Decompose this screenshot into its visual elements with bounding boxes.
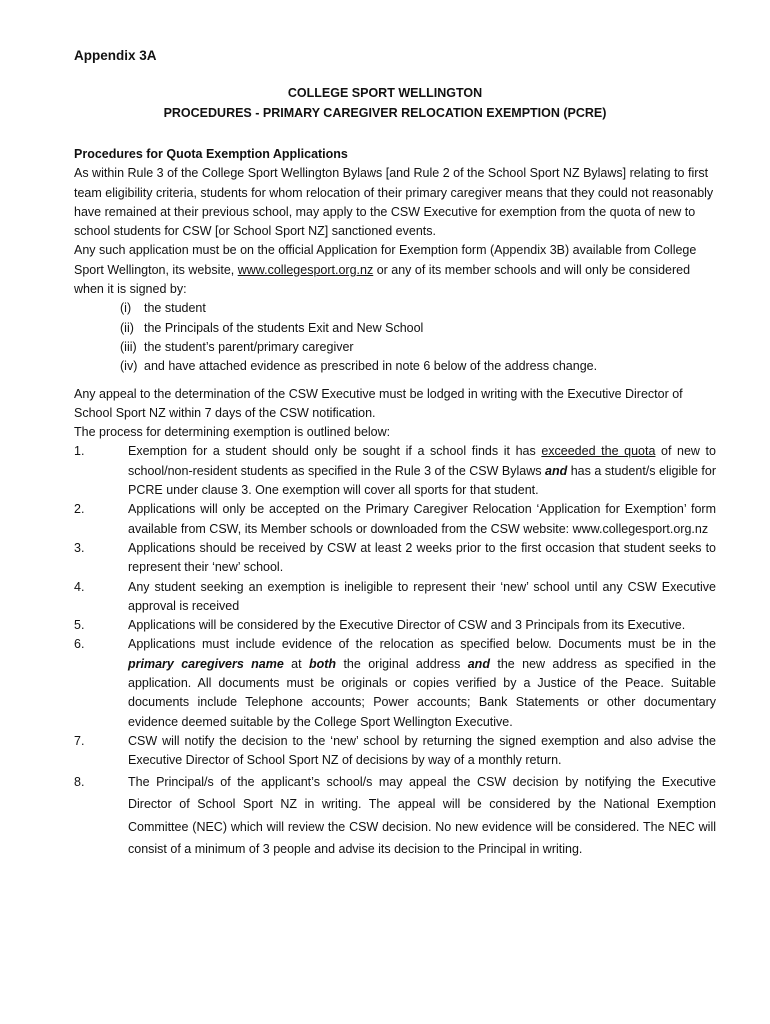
- appeal-paragraph: Any appeal to the determination of the CSW Executive must be lodged in writing with the Executive Director of School Sport NZ within 7 days of the CSW notification.: [74, 386, 683, 420]
- document-subtitle: PROCEDURES - PRIMARY CAREGIVER RELOCATION EXEMPTION (PCRE): [163, 106, 607, 120]
- intro-paragraph: As within Rule 3 of the College Sport Wellington Bylaws [and Rule 2 of the School Sport NZ Bylaws] relating to first team eligibility criteria, students for whom relocation of their primary caregiver means that they could not reasonably have remained at their previous school, may apply to the CSW Executive for exemption from the quota of new to school students for CSW [or School Sport NZ] sanctioned events.: [74, 166, 714, 239]
- step-2: 2. Applications will only be accepted on the Primary Caregiver Relocation ‘Application for Exemption’ form available from CSW, its Member schools or downloaded from the CSW website: www.collegesport.org.nz: [74, 502, 716, 536]
- application-paragraph: Any such application must be on the official Application for Exemption form (Appendix 3B) available from College Sport Wellington, its website, www.collegesport.org.nz or any of its member schools and will only be considered when it is signed by:: [74, 243, 697, 297]
- signers-list: [74, 299, 716, 376]
- appendix-label: Appendix 3A: [74, 48, 157, 63]
- step-8: 8. The Principal/s of the applicant’s school/s may appeal the CSW decision by notifying the Executive Director of School Sport NZ in writing. The appeal will be considered by the National Exemption Committee (NEC) which will review the CSW decision. No new evidence will be considered. The NEC will consist of a minimum of 3 people and advise its decision to the Principal in writing.: [74, 774, 716, 857]
- list-item: (ii) the Principals of the students Exit and New School: [120, 320, 424, 335]
- document-title: COLLEGE SPORT WELLINGTON: [287, 86, 483, 100]
- process-intro: The process for determining exemption is outlined below:: [74, 425, 391, 440]
- step-7: 7. CSW will notify the decision to the ‘new’ school by returning the signed exemption and also advise the Executive Director of School Sport NZ of decisions by way of a monthly return.: [74, 733, 716, 768]
- step-1: 1. Exemption for a student should only be sought if a school finds it has exceeded the quota of new to school/non-resident students as specified in the Rule 3 of the CSW Bylaws and has a student/s eligible for PCRE under clause 3. One exemption will cover all sports for that student.: [74, 444, 717, 498]
- list-item: (iv) and have attached evidence as prescribed in note 6 below of the address change.: [120, 359, 598, 374]
- document-body: [74, 145, 716, 861]
- section-heading: Procedures for Quota Exemption Applications: [74, 147, 348, 161]
- step-4: 4. Any student seeking an exemption is ineligible to represent their ‘new’ school until any CSW Executive approval is received: [74, 579, 716, 613]
- website-link[interactable]: www.collegesport.org.nz: [237, 262, 374, 277]
- list-item: (iii) the student’s parent/primary caregiver: [120, 339, 354, 354]
- list-item: (i) the student: [120, 301, 206, 316]
- step-3: 3. Applications should be received by CSW at least 2 weeks prior to the first occasion that student seeks to represent their ‘new’ school.: [74, 540, 716, 575]
- step-5: 5. Applications will be considered by the Executive Director of CSW and 3 Principals from its Executive.: [74, 618, 686, 633]
- step-6: 6. Applications must include evidence of the relocation as specified below. Documents must be in the primary caregivers name at both the original address and the new address as specified in the application. All documents must be originals or copies verified by a Justice of the Peace. Suitable documents include Telephone accounts; Power accounts; Bank Statements or other documentary evidence deemed suitable by the College Sport Wellington Executive.: [74, 637, 717, 729]
